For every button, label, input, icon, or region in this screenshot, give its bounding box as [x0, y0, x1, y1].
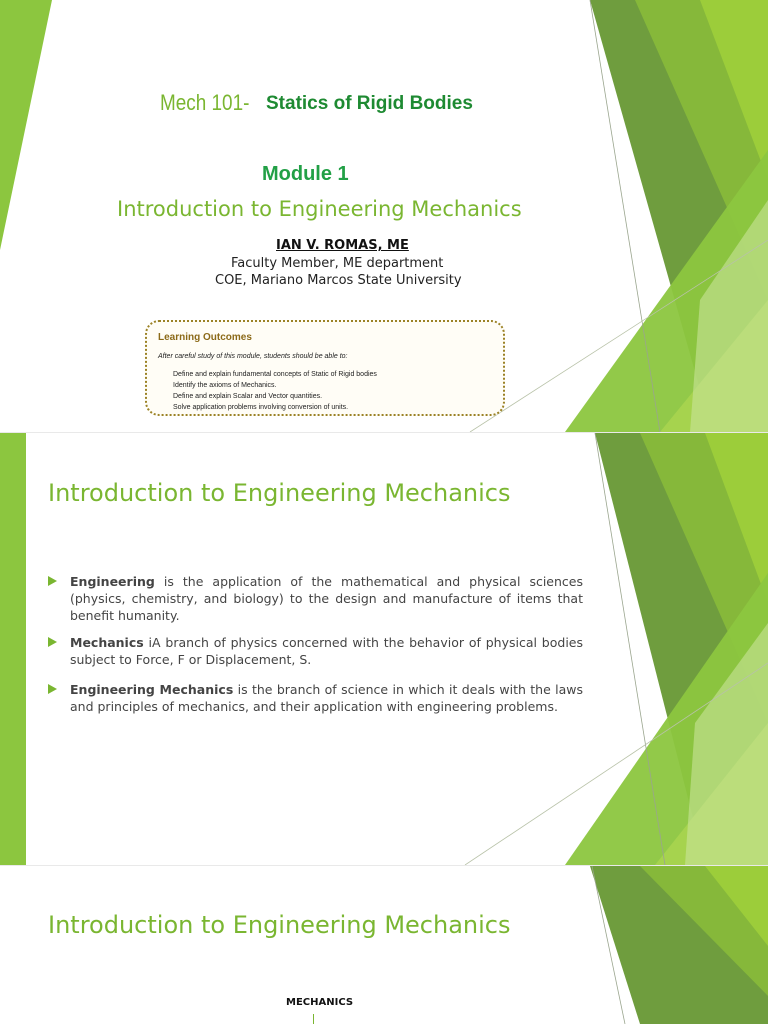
learning-outcomes-list — [173, 369, 377, 413]
bullet-item — [48, 573, 583, 624]
bullet-arrow-icon — [48, 576, 57, 586]
bullet-text: is the branch of science in which it deals with the laws and principles of mechanics, and their application with engineering problems. — [70, 682, 583, 714]
slide-title: Introduction to Engineering Mechanics — [48, 911, 511, 939]
slide-title: Introduction to Engineering Mechanics — [48, 479, 511, 507]
learning-outcome-item: Solve application problems involving conversion of units. — [173, 404, 349, 411]
bullet-text: is the application of the mathematical and physical sciences (physics, chemistry, and biology) to the design and manufacture of items that benefit humanity. — [70, 574, 583, 623]
bullet-item — [48, 634, 583, 668]
learning-outcomes-title: Learning Outcomes — [158, 332, 252, 343]
author-name: IAN V. ROMAS, ME — [276, 238, 409, 253]
course-code: Mech 101- — [160, 90, 250, 115]
bullet-item — [48, 681, 583, 715]
learning-outcome-item: Identify the axioms of Mechanics. — [173, 382, 277, 389]
module-title: Introduction to Engineering Mechanics — [117, 197, 522, 221]
slide-1 — [0, 0, 768, 432]
bullet-term: Mechanics — [70, 635, 144, 650]
bullet-term: Engineering — [70, 574, 155, 589]
bullet-term: Engineering Mechanics — [70, 682, 234, 697]
bullet-arrow-icon — [48, 684, 57, 694]
author-affiliation-2: COE, Mariano Marcos State University — [215, 273, 462, 288]
learning-outcomes-box — [145, 320, 505, 416]
bullet-arrow-icon — [48, 637, 57, 647]
author-affiliation-1: Faculty Member, ME department — [231, 256, 444, 271]
slide-3 — [0, 866, 768, 1024]
green-decoration-left — [0, 0, 60, 432]
course-title: Statics of Rigid Bodies — [266, 93, 473, 114]
diagram-root-label: MECHANICS — [286, 997, 354, 1008]
learning-outcome-item: Define and explain fundamental concepts of Static of Rigid bodies — [173, 371, 377, 378]
learning-outcome-item: Define and explain Scalar and Vector quantities. — [173, 393, 323, 400]
learning-outcomes-intro: After careful study of this module, students should be able to: — [158, 353, 348, 360]
green-decoration-right — [0, 866, 768, 1024]
module-label: Module 1 — [262, 163, 349, 185]
slide-2 — [0, 433, 768, 865]
diagram-connector — [313, 1014, 314, 1024]
bullet-text: iA branch of physics concerned with the behavior of physical bodies subject to Force, F or Displacement, S. — [70, 635, 583, 667]
